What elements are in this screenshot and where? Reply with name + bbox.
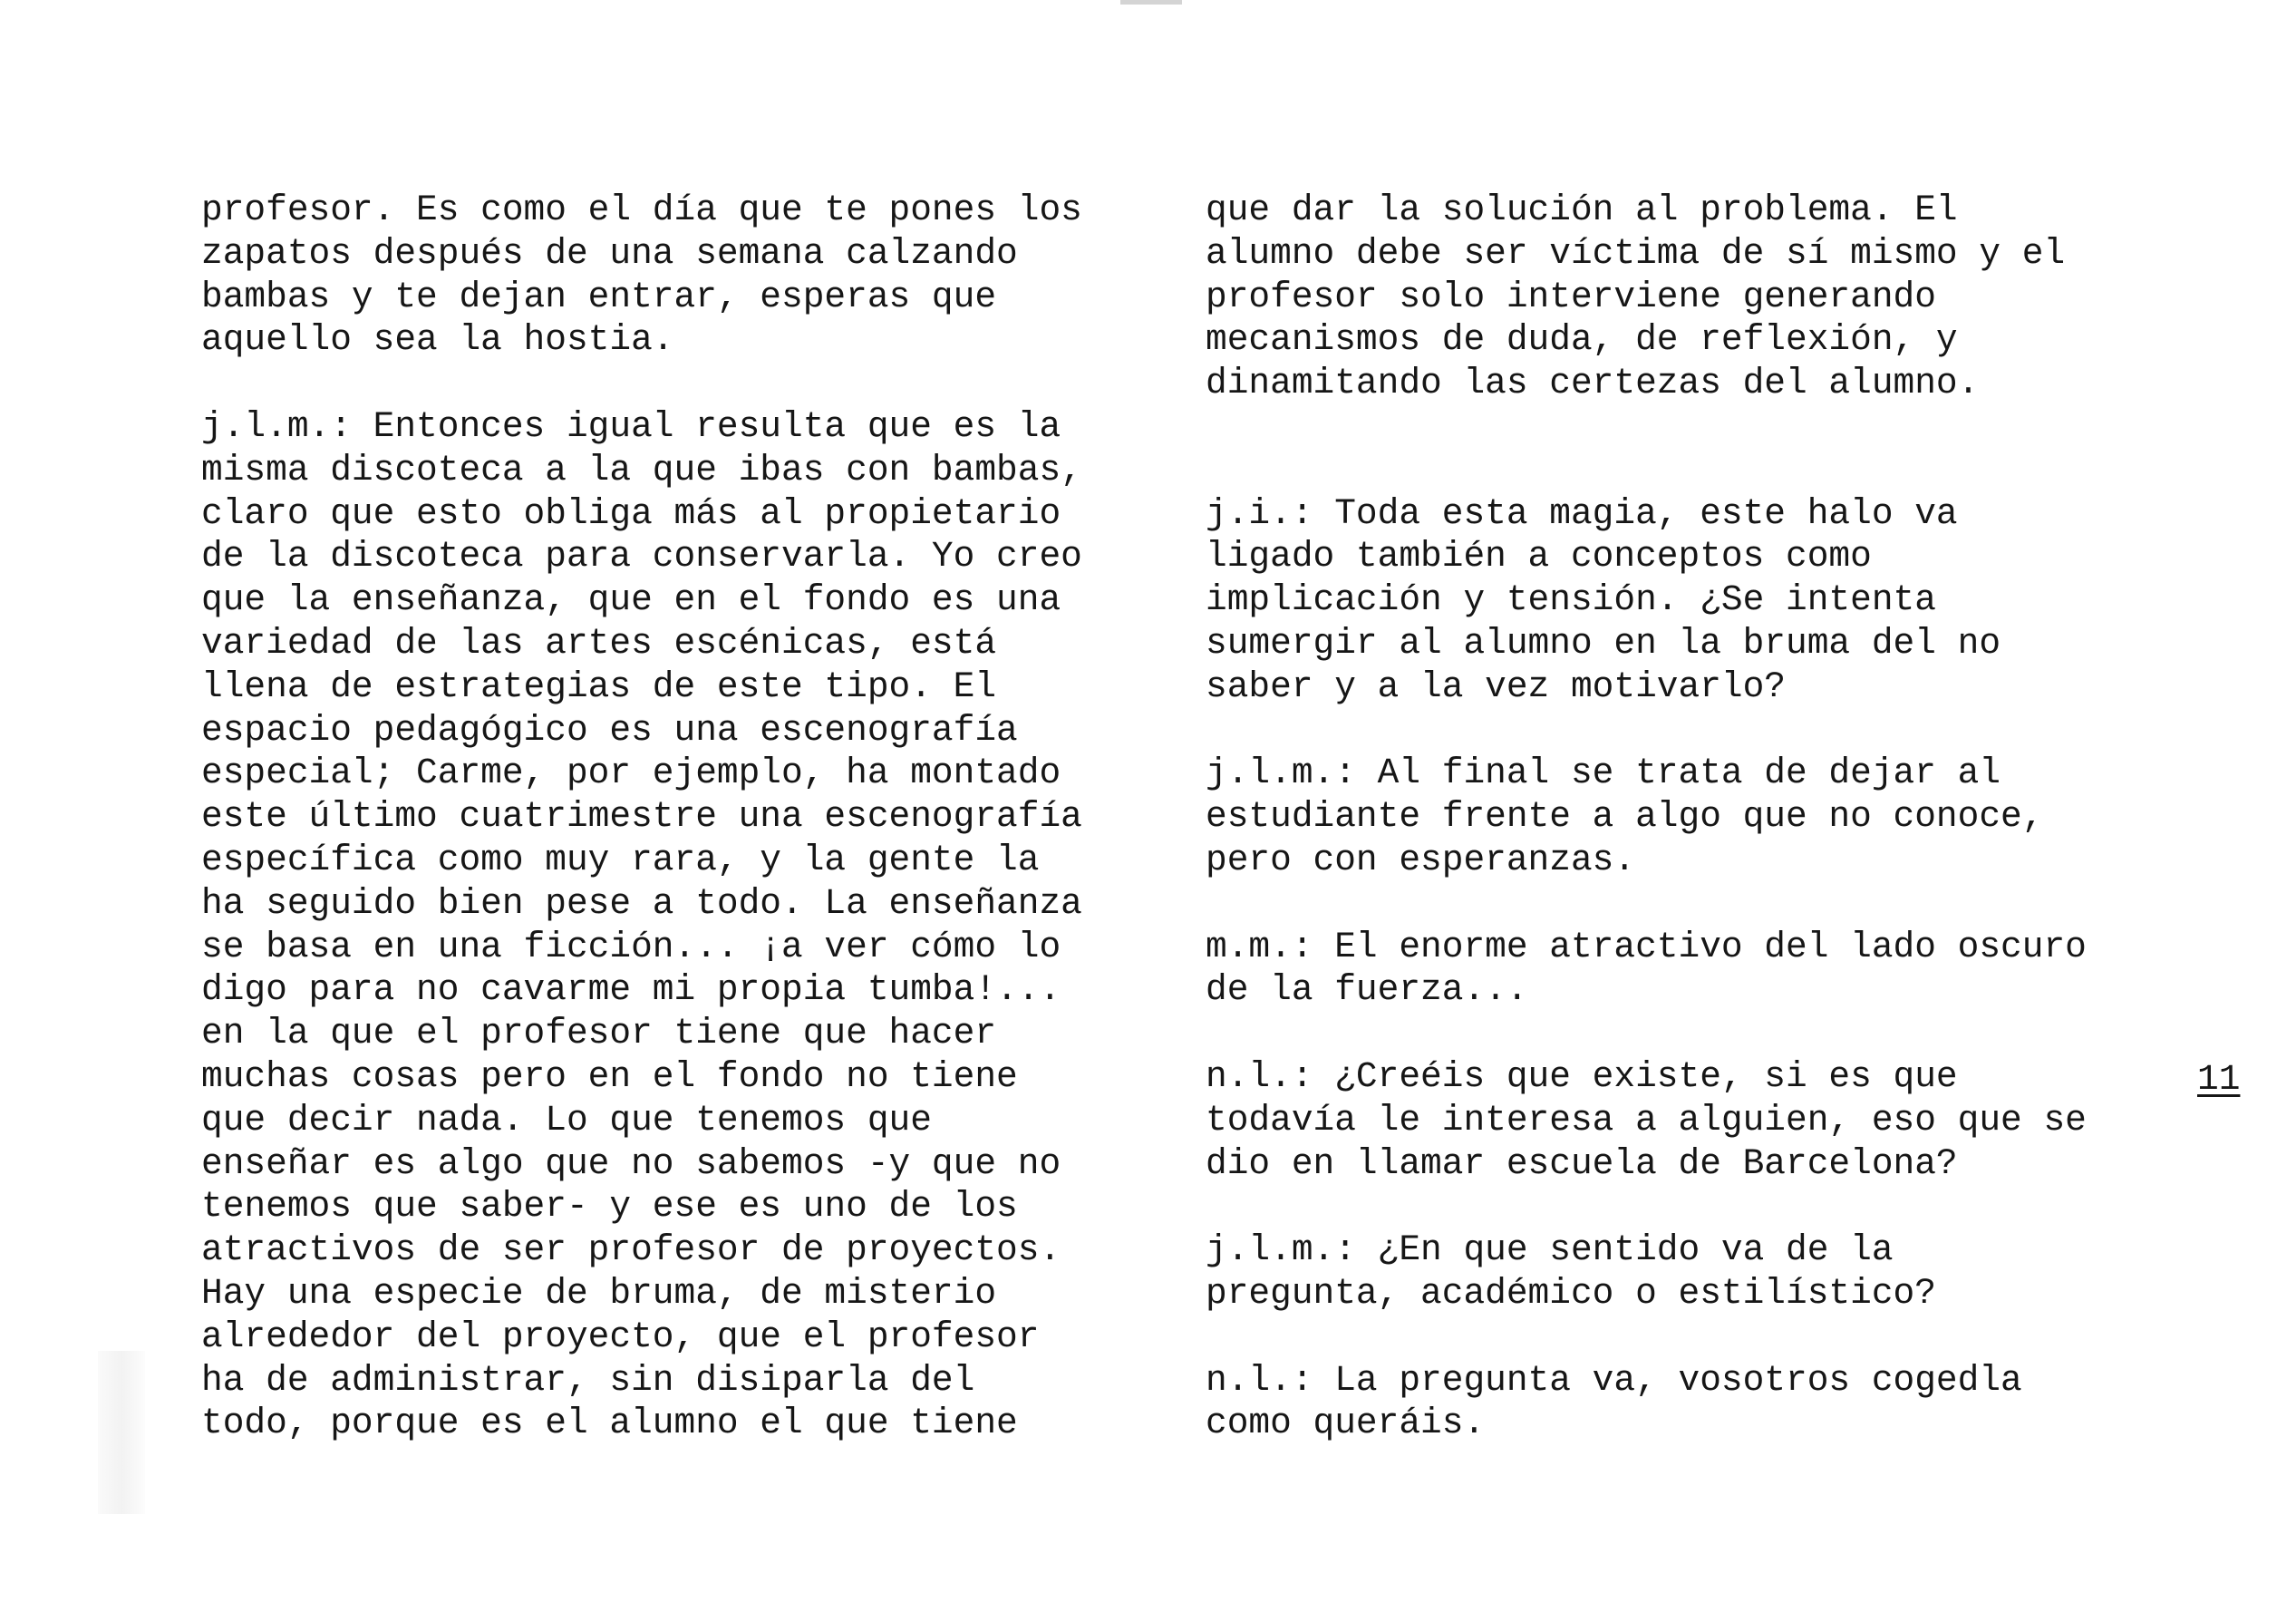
text-line: pero con esperanzas.	[1206, 839, 1636, 880]
text-line: ha de administrar, sin disiparla del	[201, 1359, 975, 1401]
text-line: llena de estrategias de este tipo. El	[201, 665, 997, 707]
text-line: dinamitando las certezas del alumno.	[1206, 363, 1980, 404]
paragraph	[1206, 492, 2194, 709]
text-line: bambas y te dejan entrar, esperas que	[201, 276, 997, 317]
text-line: enseñar es algo que no sabemos -y que no	[201, 1142, 1061, 1184]
text-line: zapatos después de una semana calzando	[201, 232, 1018, 274]
text-line: en la que el profesor tiene que hacer	[201, 1013, 997, 1054]
paragraph	[201, 405, 1180, 1445]
paragraph	[1206, 1055, 2194, 1185]
text-line: de la discoteca para conservarla. Yo creo	[201, 536, 1082, 578]
text-line: j.i.: Toda esta magia, este halo va	[1206, 492, 1958, 534]
text-line: pregunta, académico o estilístico?	[1206, 1272, 1936, 1314]
paragraph	[1206, 1359, 2194, 1446]
text-line: se basa en una ficción... ¡a ver cómo lo	[201, 926, 1061, 967]
text-line: j.l.m.: Entonces igual resulta que es la	[201, 405, 1061, 447]
text-line: saber y a la vez motivarlo?	[1206, 665, 1787, 707]
text-line: Hay una especie de bruma, de misterio	[201, 1272, 997, 1314]
text-line: como queráis.	[1206, 1403, 1486, 1444]
text-line: este último cuatrimestre una escenografía	[201, 796, 1082, 838]
paragraph	[1206, 752, 2194, 881]
text-line: profesor solo interviene generando	[1206, 276, 1936, 317]
text-line: específica como muy rara, y la gente la	[201, 839, 1040, 880]
text-line: n.l.: La pregunta va, vosotros cogedla	[1206, 1359, 2022, 1401]
text-line: espacio pedagógico es una escenografía	[201, 709, 1018, 751]
text-line: n.l.: ¿Creéis que existe, si es que	[1206, 1055, 1958, 1097]
text-line: claro que esto obliga más al propietario	[201, 492, 1061, 534]
text-line: variedad de las artes escénicas, está	[201, 622, 997, 664]
text-line: tenemos que saber- y ese es uno de los	[201, 1186, 1018, 1228]
text-line: todavía le interesa a alguien, eso que se	[1206, 1099, 2087, 1141]
text-line: especial; Carme, por ejemplo, ha montado	[201, 752, 1061, 794]
text-line: sumergir al alumno en la bruma del no	[1206, 622, 2001, 664]
scan-edge-shadow	[98, 1351, 145, 1514]
text-line: que la enseñanza, que en el fondo es una	[201, 579, 1061, 621]
text-line: misma discoteca a la que ibas con bambas,	[201, 449, 1082, 490]
left-column	[201, 189, 1180, 1445]
text-line: atractivos de ser profesor de proyectos.	[201, 1229, 1061, 1271]
text-line: que decir nada. Lo que tenemos que	[201, 1099, 932, 1141]
text-line: j.l.m.: Al final se trata de dejar al	[1206, 752, 2001, 794]
text-line: alumno debe ser víctima de sí mismo y el	[1206, 232, 2066, 274]
text-line: m.m.: El enorme atractivo del lado oscuro	[1206, 926, 2087, 967]
page-number: 11	[2197, 1059, 2241, 1100]
text-line: ligado también a conceptos como	[1206, 536, 1872, 578]
text-line: que dar la solución al problema. El	[1206, 189, 1958, 230]
text-line: implicación y tensión. ¿Se intenta	[1206, 579, 1936, 621]
text-line: profesor. Es como el día que te pones los	[201, 189, 1082, 230]
text-line: de la fuerza...	[1206, 969, 1528, 1011]
text-line: alrededor del proyecto, que el profesor	[201, 1316, 1040, 1357]
paragraph	[1206, 189, 2194, 405]
text-line: mecanismos de duda, de reflexión, y	[1206, 319, 1958, 361]
paragraph	[1206, 1228, 2194, 1316]
text-line: todo, porque es el alumno el que tiene	[201, 1403, 1018, 1444]
text-line: aquello sea la hostia.	[201, 319, 674, 361]
paragraph	[1206, 926, 2194, 1013]
text-line: muchas cosas pero en el fondo no tiene	[201, 1055, 1018, 1097]
right-column	[1206, 189, 2194, 1445]
text-line: estudiante frente a algo que no conoce,	[1206, 796, 2044, 838]
top-edge-mark	[1120, 0, 1182, 5]
paragraph	[201, 189, 1180, 362]
text-line: ha seguido bien pese a todo. La enseñanza	[201, 882, 1082, 924]
text-line: j.l.m.: ¿En que sentido va de la	[1206, 1229, 1894, 1271]
text-line: dio en llamar escuela de Barcelona?	[1206, 1142, 1958, 1184]
text-line: digo para no cavarme mi propia tumba!...	[201, 969, 1061, 1011]
